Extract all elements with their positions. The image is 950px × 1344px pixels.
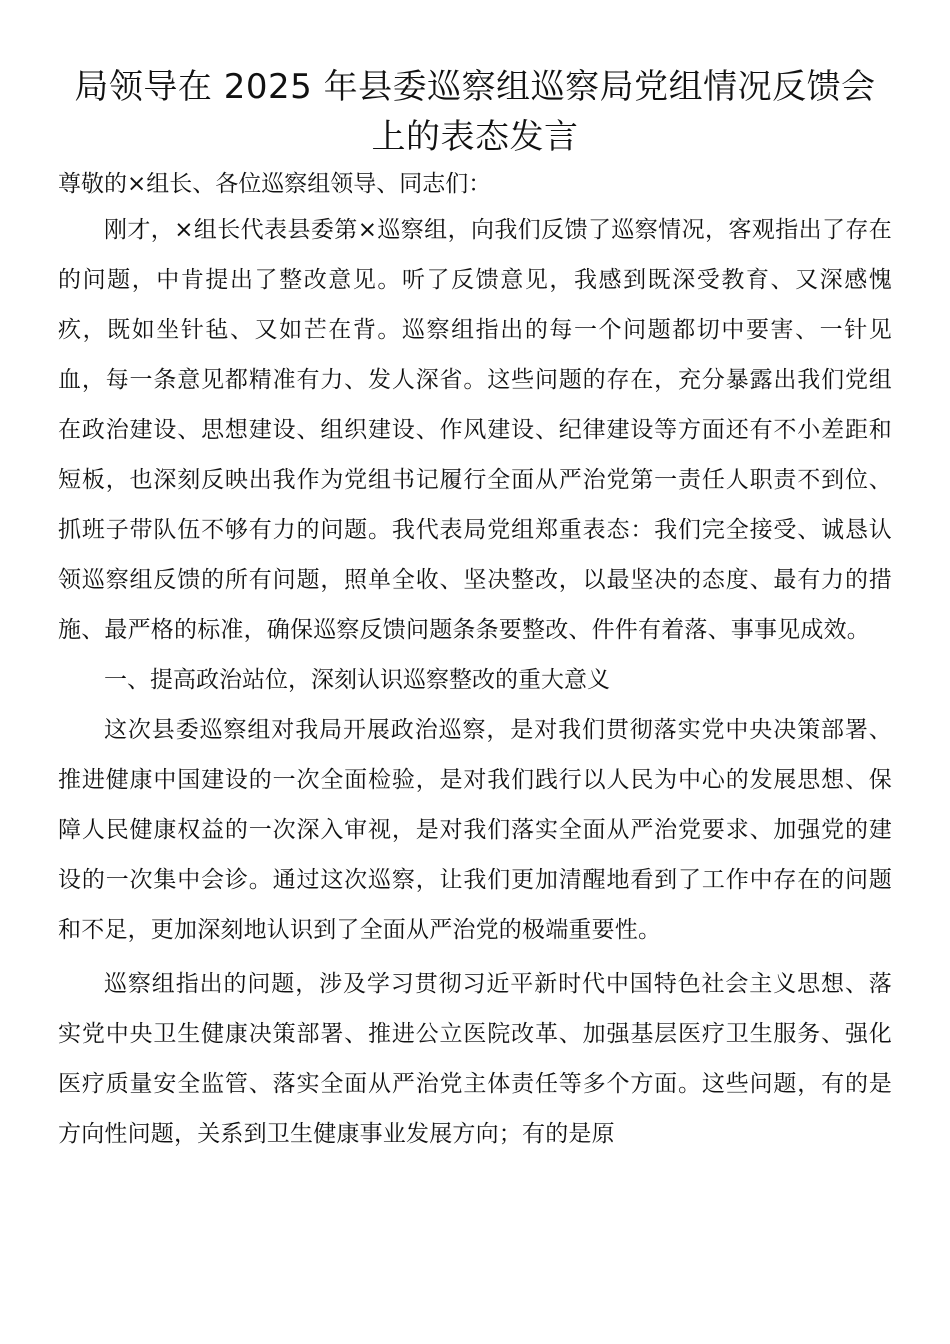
section-heading-1: 一、提高政治站位，深刻认识巡察整改的重大意义 — [104, 667, 610, 693]
opening-paragraph: 刚才，×组长代表县委第×巡察组，向我们反馈了巡察情况，客观指出了存在的问题，中肯提出了整改意见。听了反馈意见，我感到既深受教育、又深感愧疚，既如坐针毡、又如芒在背。巡察组指出的每一个问题都切中要害、一针见血，每一条意见都精准有力、发人深省。这些问题的存在，充分暴露出我们党组在政治建设、思想建设、组织建设、作风建设、纪律建设等方面还有不小差距和短板，也深刻反映出我作为党组书记履行全面从严治党第一责任人职责不到位、抓班子带队伍不够有力的问题。我代表局党组郑重表态：我们完全接受、诚恳认领巡察组反馈的所有问题，照单全收、坚决整改，以最坚决的态度、最有力的措施、最严格的标准，确保巡察反馈问题条条要整改、件件有着落、事事见成效。 — [58, 217, 892, 643]
section-paragraph-1: 这次县委巡察组对我局开展政治巡察，是对我们贯彻落实党中央决策部署、推进健康中国建设的一次全面检验，是对我们践行以人民为中心的发展思想、保障人民健康权益的一次深入审视，是对我们落实全面从严治党要求、加强党的建设的一次集中会诊。通过这次巡察，让我们更加清醒地看到了工作中存在的问题和不足，更加深刻地认识到了全面从严治党的极端重要性。 — [58, 717, 892, 943]
document-title: 局领导在 2025 年县委巡察组巡察局党组情况反馈会上的表态发言 — [74, 67, 876, 157]
document-page — [58, 62, 892, 1159]
section-paragraph-2: 巡察组指出的问题，涉及学习贯彻习近平新时代中国特色社会主义思想、落实党中央卫生健康决策部署、推进公立医院改革、加强基层医疗卫生服务、强化医疗质量安全监管、落实全面从严治党主体责任等多个方面。这些问题，有的是方向性问题，关系到卫生健康事业发展方向；有的是原 — [58, 971, 892, 1147]
salutation: 尊敬的×组长、各位巡察组领导、同志们： — [58, 171, 492, 197]
